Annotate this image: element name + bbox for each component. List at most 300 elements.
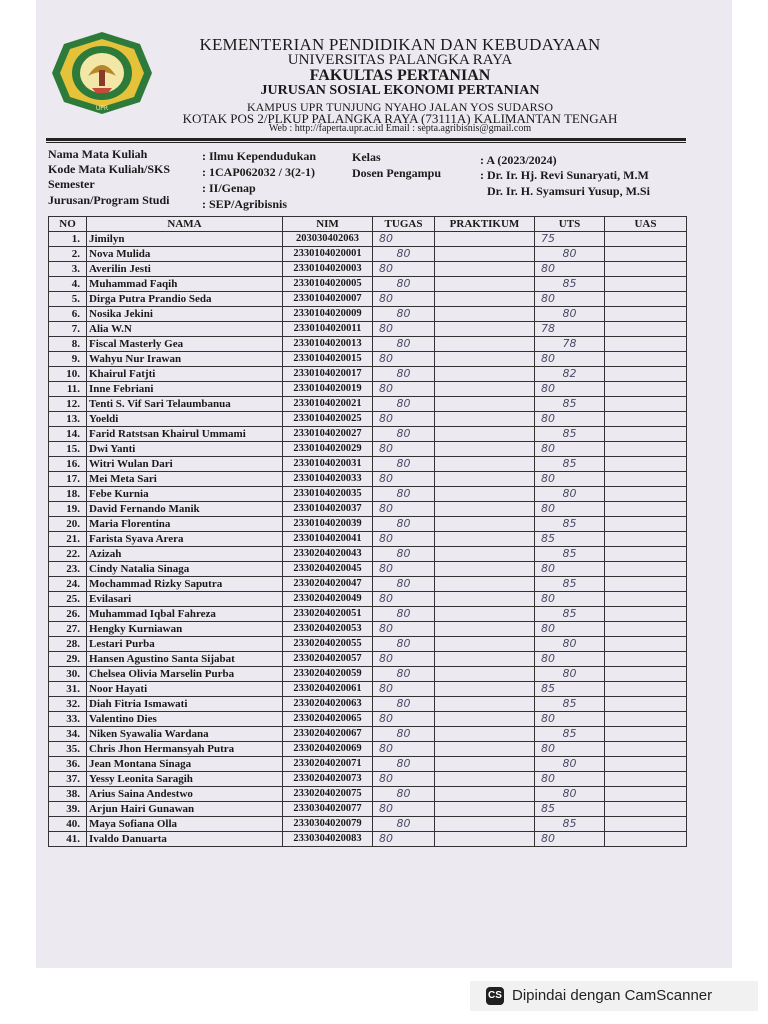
uas-score: [605, 652, 687, 667]
student-nim: 2330304020077: [283, 802, 373, 817]
praktikum-score: [435, 352, 535, 367]
row-number: 35.: [49, 742, 87, 757]
table-row: [49, 772, 687, 787]
lecturer-label: Dosen Pengampu: [352, 166, 442, 180]
praktikum-score: [435, 832, 535, 847]
table-row: [49, 457, 687, 472]
student-nim: 2330104020001: [283, 247, 373, 262]
faculty-name: FAKULTAS PERTANIAN: [309, 67, 491, 84]
header-divider: [46, 138, 686, 141]
tugas-score: 80: [373, 367, 435, 382]
uas-score: [605, 517, 687, 532]
tugas-score: 80: [373, 322, 435, 337]
tugas-score: 80: [373, 667, 435, 682]
table-row: [49, 712, 687, 727]
student-nim: 2330104020041: [283, 532, 373, 547]
tugas-score: 80: [373, 397, 435, 412]
grade-table-body: [49, 232, 687, 847]
table-row: [49, 502, 687, 517]
uas-score: [605, 787, 687, 802]
uas-score: [605, 772, 687, 787]
table-row: [49, 367, 687, 382]
praktikum-score: [435, 442, 535, 457]
uts-score: 80: [535, 592, 605, 607]
praktikum-score: [435, 232, 535, 247]
student-nim: 2330104020011: [283, 322, 373, 337]
student-name: Chris Jhon Hermansyah Putra: [87, 742, 283, 757]
student-name: Dirga Putra Prandio Seda: [87, 292, 283, 307]
student-nim: 2330304020083: [283, 832, 373, 847]
student-name: Yoeldi: [87, 412, 283, 427]
uas-score: [605, 532, 687, 547]
praktikum-score: [435, 307, 535, 322]
uts-score: 85: [535, 607, 605, 622]
table-row: [49, 637, 687, 652]
uas-score: [605, 307, 687, 322]
uas-score: [605, 457, 687, 472]
praktikum-score: [435, 247, 535, 262]
uts-score: 85: [535, 727, 605, 742]
student-nim: 2330104020003: [283, 262, 373, 277]
uts-score: 85: [535, 457, 605, 472]
tugas-score: 80: [373, 652, 435, 667]
col-header-uas: UAS: [605, 217, 687, 232]
student-name: Maria Florentina: [87, 517, 283, 532]
uts-score: 80: [535, 247, 605, 262]
table-row: [49, 397, 687, 412]
postal-address: KOTAK POS 2/PLKUP PALANGKA RAYA (73111A) KALIMANTAN TENGAH: [182, 111, 618, 126]
student-name: Jimilyn: [87, 232, 283, 247]
uts-score: 85: [535, 802, 605, 817]
praktikum-score: [435, 457, 535, 472]
student-nim: 2330104020035: [283, 487, 373, 502]
student-nim: 2330104020005: [283, 277, 373, 292]
col-header-nama: NAMA: [87, 217, 283, 232]
table-row: [49, 802, 687, 817]
row-number: 27.: [49, 622, 87, 637]
row-number: 4.: [49, 277, 87, 292]
tugas-score: 80: [373, 817, 435, 832]
tugas-score: 80: [373, 532, 435, 547]
table-row: [49, 607, 687, 622]
row-number: 14.: [49, 427, 87, 442]
university-logo: [50, 30, 154, 116]
course-name-label: Nama Mata Kuliah: [48, 147, 148, 161]
table-row: [49, 352, 687, 367]
tugas-score: 80: [373, 502, 435, 517]
tugas-score: 80: [373, 592, 435, 607]
tugas-score: 80: [373, 772, 435, 787]
praktikum-score: [435, 292, 535, 307]
table-row: [49, 517, 687, 532]
table-row: [49, 382, 687, 397]
tugas-score: 80: [373, 262, 435, 277]
uas-score: [605, 367, 687, 382]
tugas-score: 80: [373, 607, 435, 622]
student-nim: 2330104020013: [283, 337, 373, 352]
praktikum-score: [435, 772, 535, 787]
tugas-score: 80: [373, 457, 435, 472]
praktikum-score: [435, 367, 535, 382]
uas-score: [605, 742, 687, 757]
student-name: Jean Montana Sinaga: [87, 757, 283, 772]
praktikum-score: [435, 667, 535, 682]
uas-score: [605, 502, 687, 517]
row-number: 1.: [49, 232, 87, 247]
row-number: 31.: [49, 682, 87, 697]
table-row: [49, 307, 687, 322]
uts-score: 80: [535, 472, 605, 487]
praktikum-score: [435, 262, 535, 277]
row-number: 18.: [49, 487, 87, 502]
row-number: 38.: [49, 787, 87, 802]
uas-score: [605, 802, 687, 817]
praktikum-score: [435, 547, 535, 562]
uas-score: [605, 337, 687, 352]
tugas-score: 80: [373, 292, 435, 307]
uts-score: 85: [535, 547, 605, 562]
praktikum-score: [435, 502, 535, 517]
uas-score: [605, 232, 687, 247]
row-number: 2.: [49, 247, 87, 262]
uts-score: 85: [535, 817, 605, 832]
praktikum-score: [435, 472, 535, 487]
student-nim: 2330104020015: [283, 352, 373, 367]
table-row: [49, 562, 687, 577]
tugas-score: 80: [373, 277, 435, 292]
uas-score: [605, 832, 687, 847]
student-nim: 2330104020007: [283, 292, 373, 307]
tugas-score: 80: [373, 547, 435, 562]
uts-score: 75: [535, 232, 605, 247]
row-number: 29.: [49, 652, 87, 667]
praktikum-score: [435, 577, 535, 592]
praktikum-score: [435, 337, 535, 352]
student-nim: 2330204020069: [283, 742, 373, 757]
camscanner-icon: CS: [486, 987, 504, 1005]
student-nim: 2330104020029: [283, 442, 373, 457]
student-name: Azizah: [87, 547, 283, 562]
student-name: Muhammad Faqih: [87, 277, 283, 292]
row-number: 21.: [49, 532, 87, 547]
uts-score: 80: [535, 262, 605, 277]
uts-score: 80: [535, 292, 605, 307]
student-name: Farid Ratstsan Khairul Ummami: [87, 427, 283, 442]
uas-score: [605, 277, 687, 292]
tugas-score: 80: [373, 832, 435, 847]
table-row: [49, 487, 687, 502]
student-nim: 2330204020049: [283, 592, 373, 607]
uas-score: [605, 712, 687, 727]
uts-score: 82: [535, 367, 605, 382]
row-number: 20.: [49, 517, 87, 532]
praktikum-score: [435, 517, 535, 532]
uts-score: 80: [535, 742, 605, 757]
col-header-no: NO: [49, 217, 87, 232]
student-nim: 2330204020063: [283, 697, 373, 712]
uas-score: [605, 247, 687, 262]
tugas-score: 80: [373, 247, 435, 262]
tugas-score: 80: [373, 577, 435, 592]
table-row: [49, 832, 687, 847]
table-row: [49, 532, 687, 547]
student-name: Evilasari: [87, 592, 283, 607]
table-row: [49, 727, 687, 742]
uas-score: [605, 682, 687, 697]
university-name: UNIVERSITAS PALANGKA RAYA: [287, 52, 513, 68]
semester-label: Semester: [48, 177, 95, 191]
student-nim: 2330104020025: [283, 412, 373, 427]
tugas-score: 80: [373, 682, 435, 697]
uas-score: [605, 817, 687, 832]
student-name: Diah Fitria Ismawati: [87, 697, 283, 712]
table-row: [49, 247, 687, 262]
uas-score: [605, 292, 687, 307]
tugas-score: 80: [373, 727, 435, 742]
student-name: Tenti S. Vif Sari Telaumbanua: [87, 397, 283, 412]
praktikum-score: [435, 787, 535, 802]
table-row: [49, 427, 687, 442]
uas-score: [605, 322, 687, 337]
praktikum-score: [435, 532, 535, 547]
uas-score: [605, 637, 687, 652]
student-nim: 2330204020059: [283, 667, 373, 682]
col-header-praktikum: PRAKTIKUM: [435, 217, 535, 232]
row-number: 12.: [49, 397, 87, 412]
row-number: 30.: [49, 667, 87, 682]
table-row: [49, 472, 687, 487]
praktikum-score: [435, 817, 535, 832]
table-row: [49, 442, 687, 457]
student-nim: 203030402063: [283, 232, 373, 247]
semester-value: : II/Genap: [202, 181, 256, 195]
tugas-score: 80: [373, 382, 435, 397]
table-row: [49, 337, 687, 352]
uas-score: [605, 562, 687, 577]
student-name: Febe Kurnia: [87, 487, 283, 502]
uas-score: [605, 472, 687, 487]
student-nim: 2330204020071: [283, 757, 373, 772]
tugas-score: 80: [373, 697, 435, 712]
student-nim: 2330104020031: [283, 457, 373, 472]
row-number: 33.: [49, 712, 87, 727]
student-name: Arius Saina Andestwo: [87, 787, 283, 802]
table-row: [49, 577, 687, 592]
row-number: 17.: [49, 472, 87, 487]
uts-score: 80: [535, 832, 605, 847]
student-nim: 2330204020073: [283, 772, 373, 787]
table-row: [49, 262, 687, 277]
uts-score: 85: [535, 517, 605, 532]
student-name: Valentino Dies: [87, 712, 283, 727]
uts-score: 78: [535, 322, 605, 337]
table-row: [49, 277, 687, 292]
student-nim: 2330204020061: [283, 682, 373, 697]
row-number: 16.: [49, 457, 87, 472]
row-number: 7.: [49, 322, 87, 337]
uts-score: 80: [535, 502, 605, 517]
student-nim: 2330204020043: [283, 547, 373, 562]
table-row: [49, 232, 687, 247]
table-row: [49, 817, 687, 832]
praktikum-score: [435, 607, 535, 622]
row-number: 34.: [49, 727, 87, 742]
row-number: 13.: [49, 412, 87, 427]
uas-score: [605, 607, 687, 622]
program-label: Jurusan/Program Studi: [48, 193, 170, 207]
student-name: Witri Wulan Dari: [87, 457, 283, 472]
student-nim: 2330204020051: [283, 607, 373, 622]
row-number: 32.: [49, 697, 87, 712]
table-row: [49, 682, 687, 697]
row-number: 24.: [49, 577, 87, 592]
student-name: Ivaldo Danuarta: [87, 832, 283, 847]
student-name: Wahyu Nur Irawan: [87, 352, 283, 367]
table-row: [49, 742, 687, 757]
tugas-score: 80: [373, 787, 435, 802]
uts-score: 80: [535, 487, 605, 502]
row-number: 8.: [49, 337, 87, 352]
col-header-nim: NIM: [283, 217, 373, 232]
program-value: : SEP/Agribisnis: [202, 197, 288, 211]
row-number: 26.: [49, 607, 87, 622]
student-name: Farista Syava Arera: [87, 532, 283, 547]
uts-score: 80: [535, 412, 605, 427]
table-row: [49, 322, 687, 337]
student-name: Averilin Jesti: [87, 262, 283, 277]
student-nim: 2330204020053: [283, 622, 373, 637]
lecturer-value-1: : Dr. Ir. Hj. Revi Sunaryati, M.M: [480, 168, 649, 182]
student-name: Nosika Jekini: [87, 307, 283, 322]
row-number: 37.: [49, 772, 87, 787]
row-number: 6.: [49, 307, 87, 322]
watermark-text: Dipindai dengan CamScanner: [512, 987, 713, 1004]
praktikum-score: [435, 742, 535, 757]
uts-score: 85: [535, 697, 605, 712]
row-number: 25.: [49, 592, 87, 607]
tugas-score: 80: [373, 487, 435, 502]
logo-bottom-text: UPR: [95, 105, 109, 112]
tugas-score: 80: [373, 517, 435, 532]
student-nim: 2330104020033: [283, 472, 373, 487]
uts-score: 80: [535, 667, 605, 682]
praktikum-score: [435, 697, 535, 712]
praktikum-score: [435, 727, 535, 742]
tugas-score: 80: [373, 442, 435, 457]
uts-score: 80: [535, 652, 605, 667]
tugas-score: 80: [373, 757, 435, 772]
table-header-row: [49, 217, 687, 232]
row-number: 39.: [49, 802, 87, 817]
row-number: 3.: [49, 262, 87, 277]
header-divider-thin: [46, 142, 686, 143]
row-number: 36.: [49, 757, 87, 772]
student-nim: 2330204020057: [283, 652, 373, 667]
lecturer-value-2: Dr. Ir. H. Syamsuri Yusup, M.Si: [487, 184, 650, 198]
student-nim: 2330104020021: [283, 397, 373, 412]
student-name: Mei Meta Sari: [87, 472, 283, 487]
uts-score: 85: [535, 682, 605, 697]
student-name: Mochammad Rizky Saputra: [87, 577, 283, 592]
table-row: [49, 697, 687, 712]
student-name: Cindy Natalia Sinaga: [87, 562, 283, 577]
praktikum-score: [435, 487, 535, 502]
col-header-uts: UTS: [535, 217, 605, 232]
uas-score: [605, 727, 687, 742]
praktikum-score: [435, 652, 535, 667]
col-header-tugas: TUGAS: [373, 217, 435, 232]
student-name: Noor Hayati: [87, 682, 283, 697]
praktikum-score: [435, 637, 535, 652]
table-row: [49, 757, 687, 772]
table-row: [49, 547, 687, 562]
tugas-score: 80: [373, 307, 435, 322]
department-name: JURUSAN SOSIAL EKONOMI PERTANIAN: [260, 83, 540, 98]
uas-score: [605, 397, 687, 412]
student-name: Muhammad Iqbal Fahreza: [87, 607, 283, 622]
web-email-line: Web : http://faperta.upr.ac.id Email : septa.agribisnis@gmail.com: [268, 123, 532, 134]
student-name: Dwi Yanti: [87, 442, 283, 457]
tugas-score: 80: [373, 232, 435, 247]
uas-score: [605, 487, 687, 502]
uts-score: 85: [535, 532, 605, 547]
praktikum-score: [435, 802, 535, 817]
uas-score: [605, 577, 687, 592]
student-nim: 2330104020037: [283, 502, 373, 517]
table-row: [49, 292, 687, 307]
row-number: 23.: [49, 562, 87, 577]
student-name: Arjun Hairi Gunawan: [87, 802, 283, 817]
uts-score: 80: [535, 382, 605, 397]
row-number: 10.: [49, 367, 87, 382]
student-name: Yessy Leonita Saragih: [87, 772, 283, 787]
campus-address: KAMPUS UPR TUNJUNG NYAHO JALAN YOS SUDARSO: [246, 100, 554, 114]
uts-score: 80: [535, 622, 605, 637]
uas-score: [605, 622, 687, 637]
student-nim: 2330104020039: [283, 517, 373, 532]
row-number: 19.: [49, 502, 87, 517]
student-name: Hansen Agustino Santa Sijabat: [87, 652, 283, 667]
uts-score: 85: [535, 577, 605, 592]
praktikum-score: [435, 427, 535, 442]
row-number: 5.: [49, 292, 87, 307]
uts-score: 80: [535, 307, 605, 322]
uts-score: 80: [535, 562, 605, 577]
table-row: [49, 787, 687, 802]
class-value: : A (2023/2024): [480, 153, 557, 167]
course-code-label: Kode Mata Kuliah/SKS: [48, 162, 171, 176]
student-nim: 2330104020017: [283, 367, 373, 382]
table-row: [49, 592, 687, 607]
student-nim: 2330104020009: [283, 307, 373, 322]
student-nim: 2330304020079: [283, 817, 373, 832]
course-name-value: : Ilmu Kependudukan: [202, 149, 317, 163]
student-name: Inne Febriani: [87, 382, 283, 397]
praktikum-score: [435, 412, 535, 427]
uas-score: [605, 547, 687, 562]
table-row: [49, 412, 687, 427]
table-row: [49, 622, 687, 637]
praktikum-score: [435, 622, 535, 637]
row-number: 11.: [49, 382, 87, 397]
praktikum-score: [435, 757, 535, 772]
uas-score: [605, 442, 687, 457]
student-name: Niken Syawalia Wardana: [87, 727, 283, 742]
uas-score: [605, 697, 687, 712]
uas-score: [605, 352, 687, 367]
scanner-watermark: [470, 981, 758, 1011]
student-name: Lestari Purba: [87, 637, 283, 652]
